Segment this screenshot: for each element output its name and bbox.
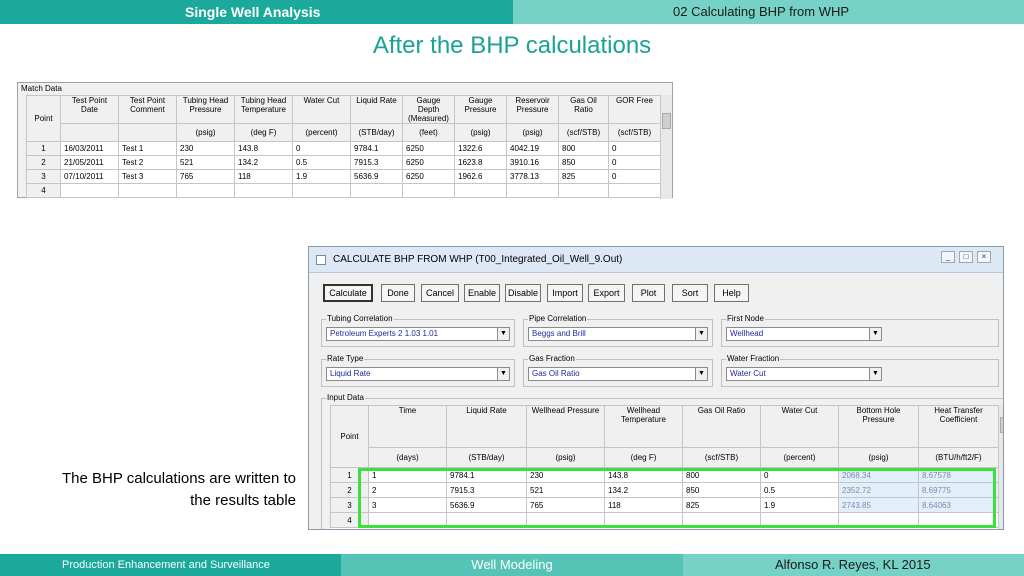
table-cell[interactable]: 134.2	[605, 483, 683, 498]
table-cell[interactable]: 6250	[403, 170, 455, 184]
table-cell[interactable]: 6250	[403, 156, 455, 170]
table-cell[interactable]: 0.5	[293, 156, 351, 170]
table-cell[interactable]: 118	[605, 498, 683, 513]
column-header[interactable]: Liquid Rate	[447, 406, 527, 448]
maximize-icon[interactable]: □	[959, 251, 973, 263]
row-number[interactable]: 3	[331, 498, 369, 513]
pipe-correlation-label: Pipe Correlation	[529, 314, 587, 323]
table-cell[interactable]: 2743.85	[839, 498, 919, 513]
first-node-group	[721, 314, 999, 347]
table-cell[interactable]: 521	[527, 483, 605, 498]
table-cell[interactable]: 9784.1	[447, 468, 527, 483]
rate-type-value: Liquid Rate	[330, 369, 371, 378]
column-header[interactable]: Liquid Rate	[351, 96, 403, 124]
header-topic-title: 02 Calculating BHP from WHP	[513, 0, 1024, 24]
table-cell[interactable]: 3910.16	[507, 156, 559, 170]
column-header[interactable]: Gas Oil Ratio	[683, 406, 761, 448]
table-cell[interactable]: 230	[527, 468, 605, 483]
column-unit: (deg F)	[235, 124, 293, 142]
header-row	[27, 96, 661, 124]
first-node-label: First Node	[727, 314, 764, 323]
table-cell[interactable]	[177, 184, 235, 198]
header-row	[331, 406, 999, 448]
column-unit: (percent)	[761, 448, 839, 468]
close-icon[interactable]: ×	[977, 251, 991, 263]
tubing-correlation-select[interactable]	[326, 327, 510, 341]
match-data-panel	[17, 82, 673, 198]
table-row[interactable]	[27, 184, 661, 198]
table-cell[interactable]: 1322.6	[455, 142, 507, 156]
column-unit: (percent)	[293, 124, 351, 142]
column-header[interactable]: Gauge Pressure	[455, 96, 507, 124]
input-data-scroll-thumb[interactable]	[1000, 417, 1004, 433]
column-unit: (STB/day)	[351, 124, 403, 142]
table-cell[interactable]: 7915.3	[447, 483, 527, 498]
table-cell[interactable]: 134.2	[235, 156, 293, 170]
water-fraction-value: Water Cut	[730, 369, 766, 378]
help-button[interactable]: Help	[714, 284, 749, 302]
gas-fraction-label: Gas Fraction	[529, 354, 575, 363]
header-section-title: Single Well Analysis	[0, 0, 513, 24]
table-cell[interactable]: 850	[683, 483, 761, 498]
chevron-down-icon[interactable]: ▼	[497, 328, 509, 340]
units-row	[27, 124, 661, 142]
match-data-scroll-thumb[interactable]	[662, 113, 671, 129]
window-titlebar[interactable]	[309, 247, 1003, 273]
table-cell[interactable]: 2	[369, 483, 447, 498]
column-header[interactable]: Bottom Hole Pressure	[839, 406, 919, 448]
column-unit: (deg F)	[605, 448, 683, 468]
table-cell[interactable]: 1962.6	[455, 170, 507, 184]
table-cell[interactable]: 2352.72	[839, 483, 919, 498]
table-cell[interactable]: 6250	[403, 142, 455, 156]
table-cell[interactable]: 1623.8	[455, 156, 507, 170]
annotation-note: The BHP calculations are written to the results table	[61, 470, 296, 509]
column-header[interactable]: Water Cut	[293, 96, 351, 124]
column-unit: (days)	[369, 448, 447, 468]
table-cell[interactable]: 5636.9	[447, 498, 527, 513]
column-unit	[61, 124, 119, 142]
table-cell[interactable]: 800	[683, 468, 761, 483]
minimize-icon[interactable]: _	[941, 251, 955, 263]
table-cell[interactable]: Test 3	[119, 170, 177, 184]
pipe-correlation-select[interactable]	[528, 327, 708, 341]
input-data-label: Input Data	[327, 393, 364, 402]
app-icon	[316, 255, 326, 265]
column-unit: (psig)	[177, 124, 235, 142]
column-header[interactable]: Wellhead Pressure	[527, 406, 605, 448]
table-cell[interactable]: 0	[609, 170, 661, 184]
column-unit: (scf/STB)	[609, 124, 661, 142]
column-unit	[119, 124, 177, 142]
table-cell[interactable]	[235, 184, 293, 198]
column-unit: (scf/STB)	[559, 124, 609, 142]
column-unit: (psig)	[527, 448, 605, 468]
table-cell[interactable]: 16/03/2011	[61, 142, 119, 156]
table-cell[interactable]: 0.5	[761, 483, 839, 498]
table-cell[interactable]: 143.8	[605, 468, 683, 483]
first-node-select[interactable]	[726, 327, 882, 341]
done-button[interactable]: Done	[381, 284, 415, 302]
table-cell[interactable]: 07/10/2011	[61, 170, 119, 184]
gas-fraction-select[interactable]	[528, 367, 708, 381]
footer-course: Production Enhancement and Surveillance	[0, 554, 341, 576]
calculate-button[interactable]: Calculate	[323, 284, 373, 302]
rate-type-group	[321, 354, 515, 387]
table-cell[interactable]: 850	[559, 156, 609, 170]
table-cell[interactable]: 9784.1	[351, 142, 403, 156]
table-cell[interactable]: 118	[235, 170, 293, 184]
table-cell[interactable]: 143.8	[235, 142, 293, 156]
table-row[interactable]	[27, 170, 661, 184]
column-header[interactable]: Tubing Head Pressure	[177, 96, 235, 124]
gas-fraction-group	[523, 354, 713, 387]
match-data-scrollbar[interactable]	[660, 95, 672, 199]
table-row[interactable]	[27, 156, 661, 170]
row-number[interactable]: 1	[331, 468, 369, 483]
tubing-correlation-value: Petroleum Experts 2 1.03 1.01	[330, 329, 439, 338]
column-header[interactable]: Gas Oil Ratio	[559, 96, 609, 124]
first-node-value: Wellhead	[730, 329, 764, 338]
import-button[interactable]: Import	[547, 284, 583, 302]
table-cell[interactable]: 0	[293, 142, 351, 156]
table-cell[interactable]: 8.69775	[919, 483, 999, 498]
table-cell[interactable]	[293, 184, 351, 198]
table-cell[interactable]: 2068.34	[839, 468, 919, 483]
column-header[interactable]: Time	[369, 406, 447, 448]
column-unit: (psig)	[455, 124, 507, 142]
table-cell[interactable]	[61, 184, 119, 198]
table-cell[interactable]	[609, 184, 661, 198]
row-number[interactable]: 4	[27, 184, 61, 198]
table-cell[interactable]: Test 1	[119, 142, 177, 156]
footer-author: Alfonso R. Reyes, KL 2015	[683, 554, 1024, 576]
plot-button[interactable]: Plot	[632, 284, 665, 302]
column-header[interactable]: Gauge Depth (Measured)	[403, 96, 455, 124]
table-cell[interactable]: 21/05/2011	[61, 156, 119, 170]
table-cell[interactable]	[559, 184, 609, 198]
table-cell[interactable]	[351, 184, 403, 198]
water-fraction-label: Water Fraction	[727, 354, 780, 363]
rate-type-label: Rate Type	[327, 354, 364, 363]
pipe-correlation-value: Beggs and Brill	[532, 329, 586, 338]
column-unit: (psig)	[507, 124, 559, 142]
column-header[interactable]: Heat Transfer Coefficient	[919, 406, 999, 448]
column-unit: (psig)	[839, 448, 919, 468]
row-number[interactable]: 1	[27, 142, 61, 156]
table-cell[interactable]: 765	[527, 498, 605, 513]
column-unit: (feet)	[403, 124, 455, 142]
match-data-grid-viewport	[26, 95, 660, 199]
chevron-down-icon[interactable]: ▼	[497, 368, 509, 380]
chevron-down-icon[interactable]: ▼	[695, 328, 707, 340]
table-cell[interactable]: 800	[559, 142, 609, 156]
table-cell[interactable]: 5636.9	[351, 170, 403, 184]
table-cell[interactable]: 521	[177, 156, 235, 170]
window-title: CALCULATE BHP FROM WHP (T00_Integrated_Oil_Well_9.Out)	[333, 254, 623, 265]
row-number[interactable]: 4	[331, 513, 369, 528]
table-cell[interactable]: 7915.3	[351, 156, 403, 170]
table-cell[interactable]: 765	[177, 170, 235, 184]
table-cell[interactable]	[455, 184, 507, 198]
match-data-table	[26, 95, 660, 198]
export-button[interactable]: Export	[588, 284, 625, 302]
table-cell[interactable]: 0	[609, 142, 661, 156]
column-unit: (scf/STB)	[683, 448, 761, 468]
row-number[interactable]: 3	[27, 170, 61, 184]
pipe-correlation-group	[523, 314, 713, 347]
column-header[interactable]: Point	[331, 406, 369, 468]
table-cell[interactable]: 230	[177, 142, 235, 156]
column-header[interactable]: GOR Free	[609, 96, 661, 124]
column-header[interactable]: Point	[27, 96, 61, 142]
units-row	[331, 448, 999, 468]
table-cell[interactable]: 0	[761, 468, 839, 483]
match-data-label: Match Data	[21, 84, 62, 93]
column-header[interactable]: Water Cut	[761, 406, 839, 448]
table-cell[interactable]	[403, 184, 455, 198]
tubing-correlation-label: Tubing Correlation	[327, 314, 393, 323]
row-number[interactable]: 2	[331, 483, 369, 498]
input-data-scrollbar[interactable]	[998, 405, 1004, 530]
table-cell[interactable]: 1.9	[293, 170, 351, 184]
rate-type-select[interactable]	[326, 367, 510, 381]
table-cell[interactable]: 1.9	[761, 498, 839, 513]
disable-button[interactable]: Disable	[505, 284, 541, 302]
enable-button[interactable]: Enable	[464, 284, 500, 302]
column-header[interactable]: Tubing Head Temperature	[235, 96, 293, 124]
table-cell[interactable]: 0	[609, 156, 661, 170]
column-unit: (BTU/h/ft2/F)	[919, 448, 999, 468]
table-cell[interactable]: 825	[559, 170, 609, 184]
table-row[interactable]	[27, 142, 661, 156]
table-cell[interactable]: 3778.13	[507, 170, 559, 184]
cancel-button[interactable]: Cancel	[421, 284, 459, 302]
table-cell[interactable]: 8.67578	[919, 468, 999, 483]
water-fraction-select[interactable]	[726, 367, 882, 381]
column-header[interactable]: Test Point Date	[61, 96, 119, 124]
column-unit: (STB/day)	[447, 448, 527, 468]
column-header[interactable]: Wellhead Temperature	[605, 406, 683, 448]
slide-title: After the BHP calculations	[372, 32, 652, 59]
table-cell[interactable]: 825	[683, 498, 761, 513]
table-cell[interactable]	[119, 184, 177, 198]
column-header[interactable]: Reservoir Pressure	[507, 96, 559, 124]
sort-button[interactable]: Sort	[672, 284, 708, 302]
table-cell[interactable]: 3	[369, 498, 447, 513]
table-cell[interactable]: 4042.19	[507, 142, 559, 156]
table-cell[interactable]: 8.64063	[919, 498, 999, 513]
row-number[interactable]: 2	[27, 156, 61, 170]
chevron-down-icon[interactable]: ▼	[869, 368, 881, 380]
table-cell[interactable]: Test 2	[119, 156, 177, 170]
results-highlight-box	[358, 468, 996, 528]
chevron-down-icon[interactable]: ▼	[869, 328, 881, 340]
water-fraction-group	[721, 354, 999, 387]
chevron-down-icon[interactable]: ▼	[695, 368, 707, 380]
column-header[interactable]: Test Point Comment	[119, 96, 177, 124]
table-cell[interactable]: 1	[369, 468, 447, 483]
tubing-correlation-group	[321, 314, 515, 347]
gas-fraction-value: Gas Oil Ratio	[532, 369, 580, 378]
table-cell[interactable]	[507, 184, 559, 198]
footer-module: Well Modeling	[341, 554, 683, 576]
